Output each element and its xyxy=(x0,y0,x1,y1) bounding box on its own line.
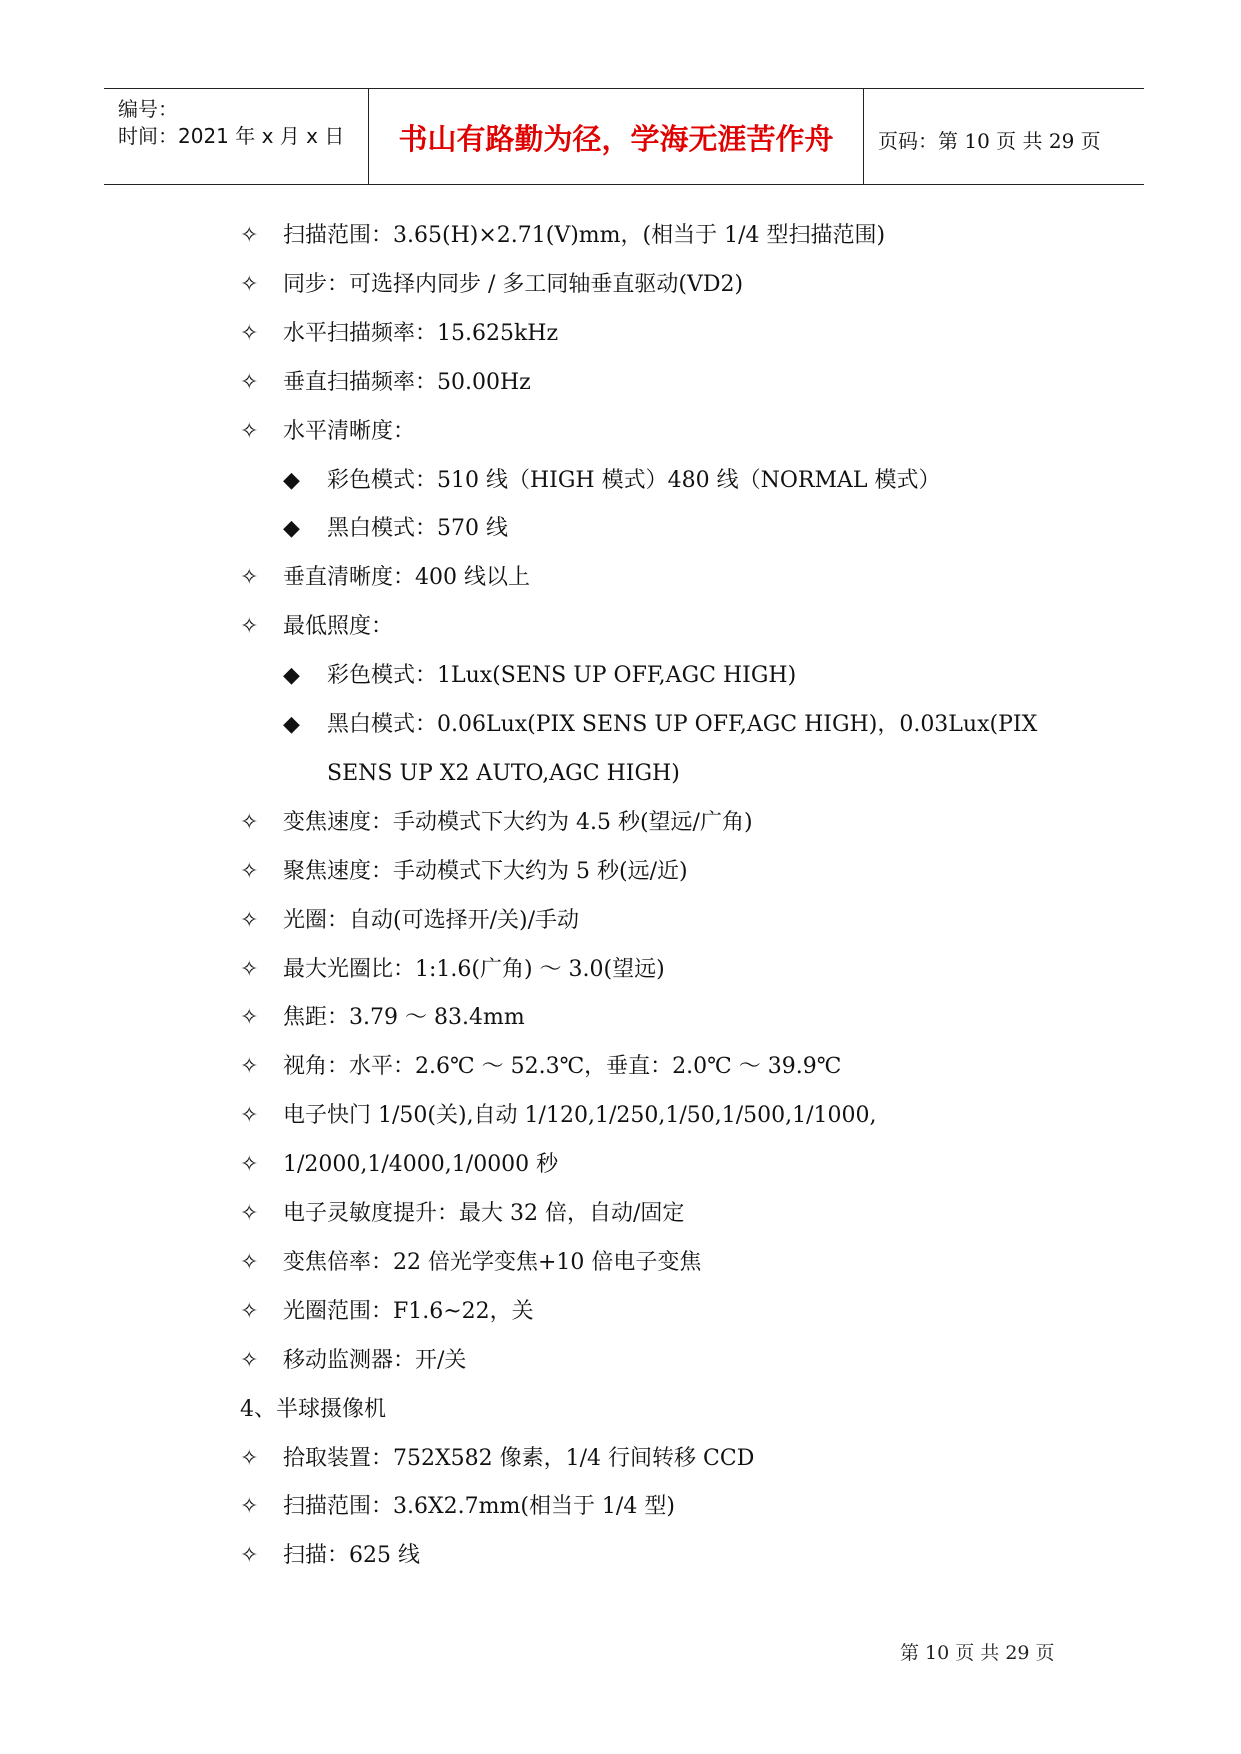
diamond-bullet-icon: ◆ xyxy=(283,467,300,493)
star-bullet-icon: ✧ xyxy=(240,1347,259,1373)
diamond-bullet-icon: ◆ xyxy=(283,516,300,542)
section-heading: 4、半球摄像机 xyxy=(240,1396,386,1422)
spec-text: 水平清晰度： xyxy=(283,418,416,444)
spec-text: 垂直清晰度：400 线以上 xyxy=(283,565,530,591)
document-time-label: 时间：2021 年 x 月 x 日 xyxy=(118,124,345,148)
spec-text: 最低照度： xyxy=(283,614,394,640)
spec-text: 1/2000,1/4000,1/0000 秒 xyxy=(283,1152,559,1178)
spec-text: 光圈范围：F1.6~22，关 xyxy=(283,1298,534,1324)
spec-text: SENS UP X2 AUTO,AGC HIGH) xyxy=(327,760,680,786)
spec-text: 变焦速度：手动模式下大约为 4.5 秒(望远/广角) xyxy=(283,809,753,835)
star-bullet-icon: ✧ xyxy=(240,1152,259,1178)
spec-text: 扫描范围：3.6X2.7mm(相当于 1/4 型) xyxy=(283,1494,675,1520)
star-bullet-icon: ✧ xyxy=(240,1005,259,1031)
diamond-bullet-icon: ◆ xyxy=(283,663,300,689)
header-page-info: 页码：第 10 页 共 29 页 xyxy=(878,129,1101,153)
star-bullet-icon: ✧ xyxy=(240,320,259,346)
spec-text: 视角：水平：2.6℃ ～ 52.3℃，垂直：2.0℃ ～ 39.9℃ xyxy=(283,1054,842,1080)
header-slogan: 书山有路勤为径，学海无涯苦作舟 xyxy=(398,122,834,156)
star-bullet-icon: ✧ xyxy=(240,858,259,884)
spec-text: 黑白模式：0.06Lux(PIX SENS UP OFF,AGC HIGH)，0.03Lux(PIX xyxy=(327,712,1038,737)
star-bullet-icon: ✧ xyxy=(240,271,259,297)
star-bullet-icon: ✧ xyxy=(240,1103,259,1129)
spec-text: 电子灵敏度提升：最大 32 倍，自动/固定 xyxy=(283,1201,685,1226)
header-page-cell xyxy=(864,89,1144,184)
star-bullet-icon: ✧ xyxy=(240,956,259,982)
header-left-cell xyxy=(104,89,368,184)
spec-text: 拾取装置：752X582 像素，1/4 行间转移 CCD xyxy=(283,1445,755,1471)
spec-text: 水平扫描频率：15.625kHz xyxy=(283,320,559,346)
spec-text: 彩色模式：510 线（HIGH 模式）480 线（NORMAL 模式） xyxy=(327,467,941,493)
spec-text: 光圈：自动(可选择开/关)/手动 xyxy=(283,907,579,933)
header-slogan-cell xyxy=(368,89,864,184)
star-bullet-icon: ✧ xyxy=(240,565,259,591)
star-bullet-icon: ✧ xyxy=(240,223,259,248)
spec-text: 扫描：625 线 xyxy=(283,1543,420,1569)
star-bullet-icon: ✧ xyxy=(240,614,259,640)
star-bullet-icon: ✧ xyxy=(240,1494,259,1520)
spec-text: 焦距：3.79 ～ 83.4mm xyxy=(283,1005,525,1031)
spec-text: 黑白模式：570 线 xyxy=(327,516,508,542)
star-bullet-icon: ✧ xyxy=(240,1054,259,1080)
spec-text: 移动监测器：开/关 xyxy=(283,1347,467,1373)
spec-text: 彩色模式：1Lux(SENS UP OFF,AGC HIGH) xyxy=(327,663,797,689)
page-footer: 第 10 页 共 29 页 xyxy=(900,1642,1055,1664)
spec-text: 电子快门 1/50(关),自动 1/120,1/250,1/50,1/500,1/1000, xyxy=(283,1103,877,1129)
spec-text: 垂直扫描频率：50.00Hz xyxy=(283,369,531,395)
star-bullet-icon: ✧ xyxy=(240,1201,259,1226)
document-number-label: 编号： xyxy=(118,97,178,121)
spec-text: 扫描范围：3.65(H)×2.71(V)mm，(相当于 1/4 型扫描范围) xyxy=(283,223,886,248)
spec-text: 聚焦速度：手动模式下大约为 5 秒(远/近) xyxy=(283,858,688,884)
document-header xyxy=(104,88,1144,185)
spec-text: 同步：可选择内同步 / 多工同轴垂直驱动(VD2) xyxy=(283,271,744,297)
star-bullet-icon: ✧ xyxy=(240,809,259,835)
star-bullet-icon: ✧ xyxy=(240,1298,259,1324)
star-bullet-icon: ✧ xyxy=(240,1445,259,1471)
star-bullet-icon: ✧ xyxy=(240,369,259,395)
star-bullet-icon: ✧ xyxy=(240,907,259,933)
diamond-bullet-icon: ◆ xyxy=(283,712,300,737)
star-bullet-icon: ✧ xyxy=(240,1249,259,1275)
star-bullet-icon: ✧ xyxy=(240,1543,259,1569)
star-bullet-icon: ✧ xyxy=(240,418,259,444)
spec-text: 变焦倍率：22 倍光学变焦+10 倍电子变焦 xyxy=(283,1249,702,1275)
spec-text: 最大光圈比：1:1.6(广角) ～ 3.0(望远) xyxy=(283,956,665,982)
